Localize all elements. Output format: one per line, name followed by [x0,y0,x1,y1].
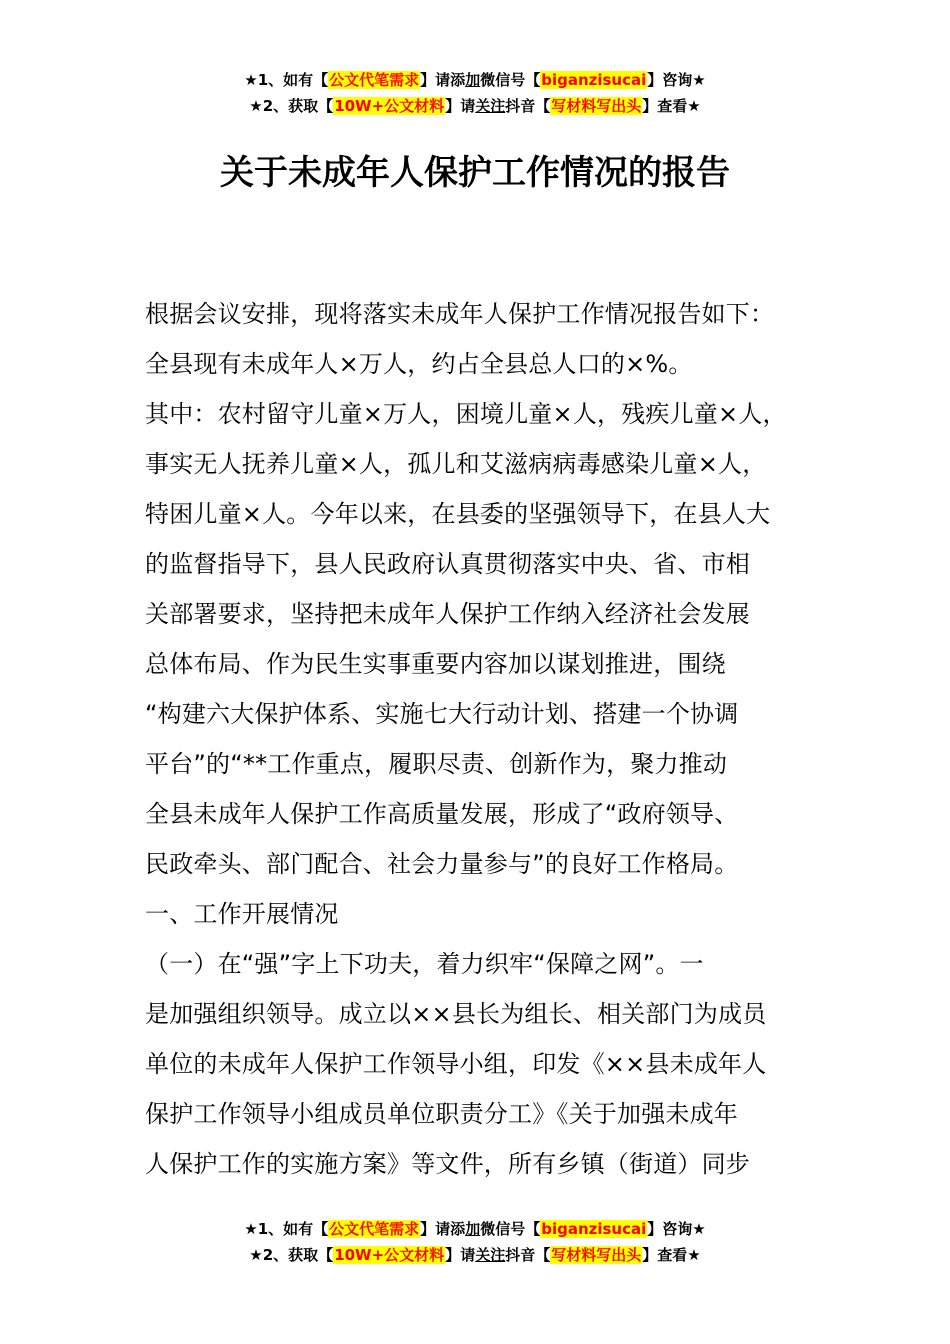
banner-line-2: ★2、获取【10W+公文材料】请关注抖音【写材料写出头】查看★ [249,97,701,115]
footer-banner [0,1216,950,1268]
banner-highlight: 10W+公文材料 [334,1246,445,1264]
body-line: “构建六大保护体系、实施七大行动计划、搭建一个协调 [145,700,739,728]
body-line: 总体布局、作为民生实事重要内容加以谋划推进，围绕 [145,650,726,678]
section-heading: 一、工作开展情况 [145,900,339,928]
body-line: 单位的未成年人保护工作领导小组，印发《××县未成年人 [145,1050,767,1078]
banner-highlight: 写材料写出头 [551,97,642,115]
body-line: 特困儿童×人。今年以来，在县委的坚强领导下，在县人大 [145,500,771,528]
banner-highlight: biganzisucai [541,1220,647,1238]
document-title: 关于未成年人保护工作情况的报告 [220,153,730,193]
banner-line-2: ★2、获取【10W+公文材料】请关注抖音【写材料写出头】查看★ [249,1246,701,1264]
header-banner [0,67,950,119]
body-line: 人保护工作的实施方案》等文件，所有乡镇（街道）同步 [145,1150,750,1178]
body-line: （一）在“强”字上下功夫，着力织牢“保障之网”。一 [145,950,704,978]
banner-line-1: ★1、如有【公文代笔需求】请添加微信号【biganzisucai】咨询★ [244,1220,706,1238]
banner-highlight: biganzisucai [541,71,647,89]
banner-highlight: 公文代笔需求 [329,71,420,89]
body-line: 全县未成年人保护工作高质量发展，形成了“政府领导、 [145,800,739,828]
banner-highlight: 10W+公文材料 [334,97,445,115]
body-line: 是加强组织领导。成立以××县长为组长、相关部门为成员 [145,1000,767,1028]
body-line: 关部署要求，坚持把未成年人保护工作纳入经济社会发展 [145,600,750,628]
body-line: 保护工作领导小组成员单位职责分工》《关于加强未成年 [145,1100,738,1128]
body-line: 民政牵头、部门配合、社会力量参与”的良好工作格局。 [145,850,739,878]
banner-highlight: 公文代笔需求 [329,1220,420,1238]
banner-line-1: ★1、如有【公文代笔需求】请添加微信号【biganzisucai】咨询★ [244,71,706,89]
body-line: 的监督指导下，县人民政府认真贯彻落实中央、省、市相 [145,550,750,578]
body-line: 全县现有未成年人×万人，约占全县总人口的×%。 [145,350,693,378]
body-line: 事实无人抚养儿童×人，孤儿和艾滋病病毒感染儿童×人， [145,450,767,478]
body-line: 其中：农村留守儿童×万人，困境儿童×人，残疾儿童×人， [145,400,787,428]
body-line: 根据会议安排，现将落实未成年人保护工作情况报告如下： [145,300,775,328]
body-line: 平台”的“**工作重点，履职尽责、创新作为，聚力推动 [145,750,728,778]
banner-highlight: 写材料写出头 [551,1246,642,1264]
document-body [145,289,807,1189]
